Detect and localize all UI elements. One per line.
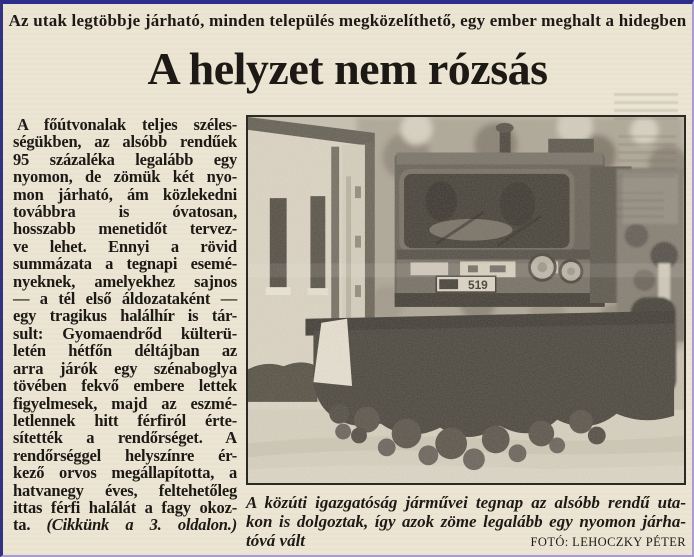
article-body-line: továbbra is óvatosan, [13, 202, 237, 222]
article-body-line: hosszabb menetidőt tervez- [13, 219, 237, 239]
license-plate-text: 519 [467, 278, 488, 293]
photo-caption-lines [246, 493, 686, 531]
article-body-line: arra járók egy szénaboglya [13, 358, 237, 378]
article-body-line: ve lehet. Ennyi a rövid [13, 236, 237, 256]
article-body-last-plain: ta. [13, 515, 31, 535]
article-body-line: letlennek hitt férfiról érte- [13, 410, 237, 430]
article-body-line: nyomon, de zömük két nyo- [13, 167, 237, 187]
article-body-line: ittas férfi halálát a fagy okoz- [13, 497, 237, 517]
article-body-line: summázata a tegnapi esemé- [13, 254, 237, 274]
article-body-line: letén hétfőn déltájban az [13, 341, 237, 361]
paper-tint [248, 117, 684, 483]
article-body-line: A főútvonalak teljes széles- [17, 115, 237, 134]
photo-caption [246, 493, 686, 552]
article-body-line: rendőrséggel helyszínre ér- [13, 445, 237, 465]
article-body-line: mon járható, ám közlekedni [13, 184, 237, 204]
article-body-line: ségükben, az alsóbb rendűek [13, 132, 237, 152]
photo-credit: FOTÓ: LEHOCZKY PÉTER [530, 535, 686, 549]
article-body-line: tövében fekvő embere lettek [13, 376, 237, 396]
kicker-line: Az utak legtöbbje járható, minden település megközelíthető, egy ember meghalt a hidegben [8, 11, 687, 30]
article-body-line: hatvanegy éves, feltehetőleg [13, 480, 237, 500]
article-body-line: — a tél első áldozataként — [13, 289, 237, 309]
article-body-lines [13, 116, 237, 516]
article-body-line: egy tragikus halálhír is tár- [13, 306, 237, 326]
news-photo-figure [246, 115, 686, 552]
article-body-line: kező orvos megállapította, a [13, 463, 237, 483]
article-body-line: 95 százaléka legalább egy [13, 149, 237, 169]
article-body-last-line [13, 516, 237, 533]
photo-caption-line: A közúti igazgatóság járművei tegnap az alsóbb rendű uta- [246, 493, 686, 512]
article-body-line: sítették a rendőrséget. A [13, 428, 237, 448]
article-closing-note: (Cikkünk a 3. oldalon.) [30, 515, 237, 535]
photo-caption-line: kon is dolgoztak, így azok zöme legalább egy nyomon járha- [246, 512, 686, 531]
article-body-line: sult: Gyomaendrőd külterü- [13, 323, 237, 343]
article-body-line: nyeknek, amelyekhez sajnos [13, 271, 237, 291]
article-body-line: figyelmesek, majd az eszmé- [13, 393, 237, 413]
photo-caption-last: tóvá vált [246, 531, 306, 550]
news-photo [246, 115, 686, 485]
photo-caption-last-row [246, 531, 686, 552]
snow-plough-photo-illustration [248, 117, 684, 483]
headline: A helyzet nem rózsás [147, 43, 548, 94]
article-body-column [13, 116, 237, 534]
